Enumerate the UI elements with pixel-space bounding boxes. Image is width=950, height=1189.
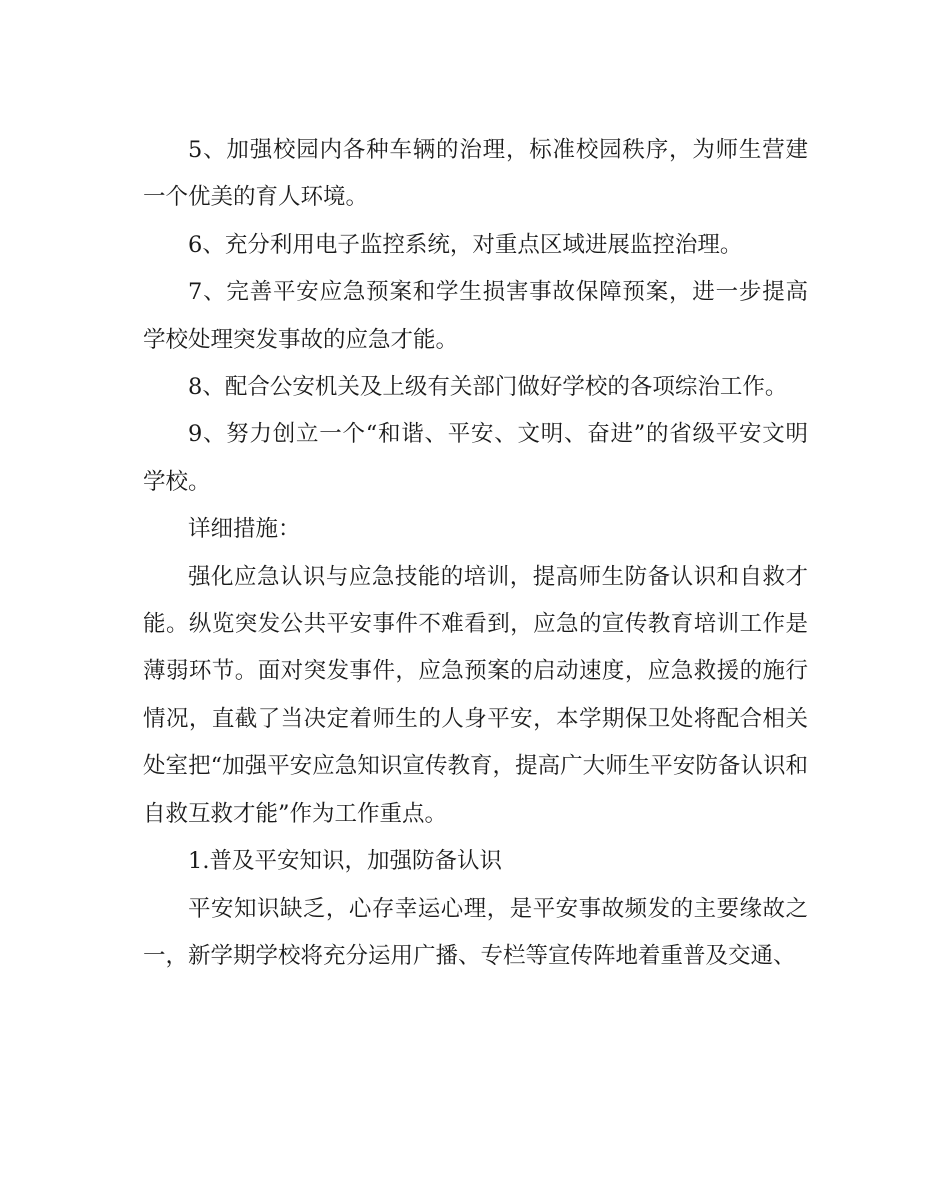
paragraph-item-7: 7、完善平安应急预案和学生损害事故保障预案，进一步提高学校处理突发事故的应急才能。 <box>143 279 808 353</box>
paragraph-emergency-training: 强化应急认识与应急技能的培训，提高师生防备认识和自救才能。纵览突发公共平安事件不难看到，应急的宣传教育培训工作是薄弱环节。面对突发事件，应急预案的启动速度，应急救援的施行情况，直截了当决定着师生的人身平安，本学期保卫处将配合相关处室把“加强平安应急知识宣传教育，提高广大师生平安防备认识和自救互救才能”作为工作重点。 <box>143 563 808 827</box>
paragraph-item-6: 6、充分利用电子监控系统，对重点区域进展监控治理。 <box>188 231 743 258</box>
paragraph-item-8: 8、配合公安机关及上级有关部门做好学校的各项综治工作。 <box>188 374 788 401</box>
section-heading-measures: 详细措施： <box>188 516 301 543</box>
paragraph-item-5: 5、加强校园内各种车辆的治理，标准校园秩序，为师生营建一个优美的育人环境。 <box>143 137 808 211</box>
subheading-safety-knowledge: 1.普及平安知识，加强防备认识 <box>188 848 502 875</box>
paragraph-safety-knowledge: 平安知识缺乏，心存幸运心理，是平安事故频发的主要缘故之一，新学期学校将充分运用广播、专栏等宣传阵地着重普及交通、 <box>143 895 808 969</box>
paragraph-item-9: 9、努力创立一个“和谐、平安、文明、奋进”的省级平安文明学校。 <box>143 421 808 495</box>
document-body <box>143 127 808 980</box>
